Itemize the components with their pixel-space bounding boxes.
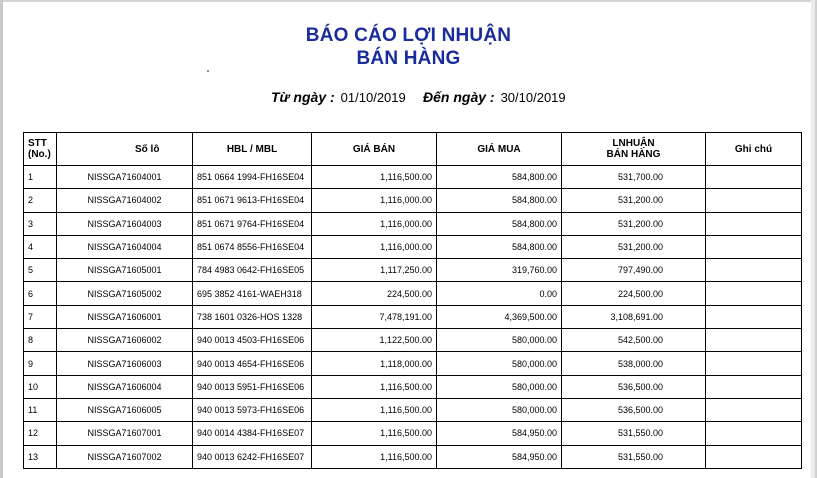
cell-profit: 797,490.00	[562, 259, 706, 282]
cell-note	[706, 422, 802, 445]
cell-sell: 1,116,500.00	[312, 166, 437, 189]
cell-sell: 1,122,500.00	[312, 329, 437, 352]
col-header-lot: Số lô	[57, 133, 193, 166]
profit-report-table	[23, 132, 802, 469]
table-row	[24, 398, 802, 421]
table-row	[24, 166, 802, 189]
cell-profit: 538,000.00	[562, 352, 706, 375]
cell-sell: 1,116,000.00	[312, 189, 437, 212]
cell-hbl: 940 0013 5951-FH16SE06	[193, 375, 312, 398]
col-header-hbl: HBL / MBL	[193, 133, 312, 166]
cell-hbl: 851 0671 9764-FH16SE04	[193, 212, 312, 235]
cell-profit: 536,500.00	[562, 375, 706, 398]
cell-stt: 2	[24, 189, 57, 212]
cell-profit: 531,200.00	[562, 235, 706, 258]
cell-hbl: 695 3852 4161-WAEH318	[193, 282, 312, 305]
table-header-row	[24, 133, 802, 166]
to-date	[423, 89, 566, 105]
col-header-stt	[24, 133, 57, 166]
cell-note	[706, 235, 802, 258]
cell-note	[706, 329, 802, 352]
from-date	[271, 89, 406, 105]
cell-profit: 224,500.00	[562, 282, 706, 305]
cell-sell: 1,116,500.00	[312, 375, 437, 398]
cell-buy: 580,000.00	[437, 398, 562, 421]
cell-buy: 584,800.00	[437, 212, 562, 235]
cell-profit: 531,550.00	[562, 422, 706, 445]
cell-stt: 6	[24, 282, 57, 305]
cell-profit: 531,200.00	[562, 189, 706, 212]
table-row	[24, 282, 802, 305]
cell-sell: 1,117,250.00	[312, 259, 437, 282]
from-date-value: 01/10/2019	[340, 90, 406, 105]
col-header-stt-line1: STT	[28, 138, 47, 149]
cell-note	[706, 282, 802, 305]
page-left-edge	[0, 0, 3, 478]
cell-note	[706, 166, 802, 189]
cell-stt: 8	[24, 329, 57, 352]
cell-buy: 584,800.00	[437, 166, 562, 189]
table-row	[24, 305, 802, 328]
cell-sell: 224,500.00	[312, 282, 437, 305]
cell-sell: 1,116,000.00	[312, 212, 437, 235]
cell-stt: 1	[24, 166, 57, 189]
col-header-profit-line2: BÁN HÀNG	[606, 149, 661, 160]
cell-profit: 531,700.00	[562, 166, 706, 189]
cell-sell: 1,116,500.00	[312, 422, 437, 445]
cell-stt: 5	[24, 259, 57, 282]
cell-buy: 4,369,500.00	[437, 305, 562, 328]
cell-lot: NISSGA71607001	[57, 422, 193, 445]
cell-stt: 13	[24, 445, 57, 468]
cell-buy: 584,800.00	[437, 235, 562, 258]
cell-buy: 584,950.00	[437, 422, 562, 445]
table-row	[24, 422, 802, 445]
cell-hbl: 940 0013 4503-FH16SE06	[193, 329, 312, 352]
cell-profit: 531,550.00	[562, 445, 706, 468]
cell-buy: 0.00	[437, 282, 562, 305]
col-header-buy: GIÁ MUA	[437, 133, 562, 166]
table-row	[24, 329, 802, 352]
cell-sell: 7,478,191.00	[312, 305, 437, 328]
cell-hbl: 940 0014 4384-FH16SE07	[193, 422, 312, 445]
cell-sell: 1,116,500.00	[312, 445, 437, 468]
cell-lot: NISSGA71606001	[57, 305, 193, 328]
cell-lot: NISSGA71606002	[57, 329, 193, 352]
cell-profit: 531,200.00	[562, 212, 706, 235]
cell-lot: NISSGA71607002	[57, 445, 193, 468]
cell-note	[706, 259, 802, 282]
cell-profit: 542,500.00	[562, 329, 706, 352]
cell-lot: NISSGA71604002	[57, 189, 193, 212]
report-title-line2: BÁN HÀNG	[356, 48, 461, 69]
cell-stt: 10	[24, 375, 57, 398]
cell-buy: 580,000.00	[437, 375, 562, 398]
cell-lot: NISSGA71606004	[57, 375, 193, 398]
cell-hbl: 738 1601 0326-HOS 1328	[193, 305, 312, 328]
cell-note	[706, 398, 802, 421]
cell-lot: NISSGA71606003	[57, 352, 193, 375]
cell-lot: NISSGA71604003	[57, 212, 193, 235]
col-header-profit-line1: LNHUẬN	[612, 138, 655, 149]
cell-buy: 584,800.00	[437, 189, 562, 212]
table-row	[24, 212, 802, 235]
cell-stt: 9	[24, 352, 57, 375]
cell-hbl: 851 0674 8556-FH16SE04	[193, 235, 312, 258]
cell-note	[706, 445, 802, 468]
col-header-note: Ghi chú	[706, 133, 802, 166]
cell-hbl: 940 0013 6242-FH16SE07	[193, 445, 312, 468]
col-header-stt-line2: (No.)	[28, 149, 51, 160]
cell-sell: 1,116,500.00	[312, 398, 437, 421]
cell-hbl: 940 0013 5973-FH16SE06	[193, 398, 312, 421]
cell-note	[706, 352, 802, 375]
cell-stt: 3	[24, 212, 57, 235]
col-header-sell: GIÁ BÁN	[312, 133, 437, 166]
cell-note	[706, 305, 802, 328]
cell-stt: 4	[24, 235, 57, 258]
table-row	[24, 235, 802, 258]
cell-profit: 536,500.00	[562, 398, 706, 421]
cell-note	[706, 189, 802, 212]
table-row	[24, 352, 802, 375]
stray-dot	[207, 70, 209, 72]
report-title-line1: BÁO CÁO LỢI NHUẬN	[305, 25, 512, 46]
to-date-label: Đến ngày :	[423, 89, 495, 105]
cell-buy: 319,760.00	[437, 259, 562, 282]
cell-note	[706, 375, 802, 398]
cell-buy: 580,000.00	[437, 329, 562, 352]
col-header-profit	[562, 133, 706, 166]
cell-sell: 1,116,000.00	[312, 235, 437, 258]
table-row	[24, 375, 802, 398]
cell-stt: 7	[24, 305, 57, 328]
table-row	[24, 445, 802, 468]
cell-stt: 12	[24, 422, 57, 445]
cell-buy: 580,000.00	[437, 352, 562, 375]
page-top-edge	[0, 0, 817, 2]
cell-buy: 584,950.00	[437, 445, 562, 468]
cell-lot: NISSGA71606005	[57, 398, 193, 421]
cell-lot: NISSGA71605002	[57, 282, 193, 305]
cell-hbl: 851 0664 1994-FH16SE04	[193, 166, 312, 189]
cell-note	[706, 212, 802, 235]
cell-lot: NISSGA71604001	[57, 166, 193, 189]
cell-lot: NISSGA71604004	[57, 235, 193, 258]
cell-lot: NISSGA71605001	[57, 259, 193, 282]
table-row	[24, 259, 802, 282]
cell-hbl: 784 4983 0642-FH16SE05	[193, 259, 312, 282]
cell-hbl: 940 0013 4654-FH16SE06	[193, 352, 312, 375]
cell-hbl: 851 0671 9613-FH16SE04	[193, 189, 312, 212]
from-date-label: Từ ngày :	[271, 89, 335, 105]
cell-profit: 3,108,691.00	[562, 305, 706, 328]
cell-sell: 1,118,000.00	[312, 352, 437, 375]
to-date-value: 30/10/2019	[500, 90, 566, 105]
table-row	[24, 189, 802, 212]
cell-stt: 11	[24, 398, 57, 421]
